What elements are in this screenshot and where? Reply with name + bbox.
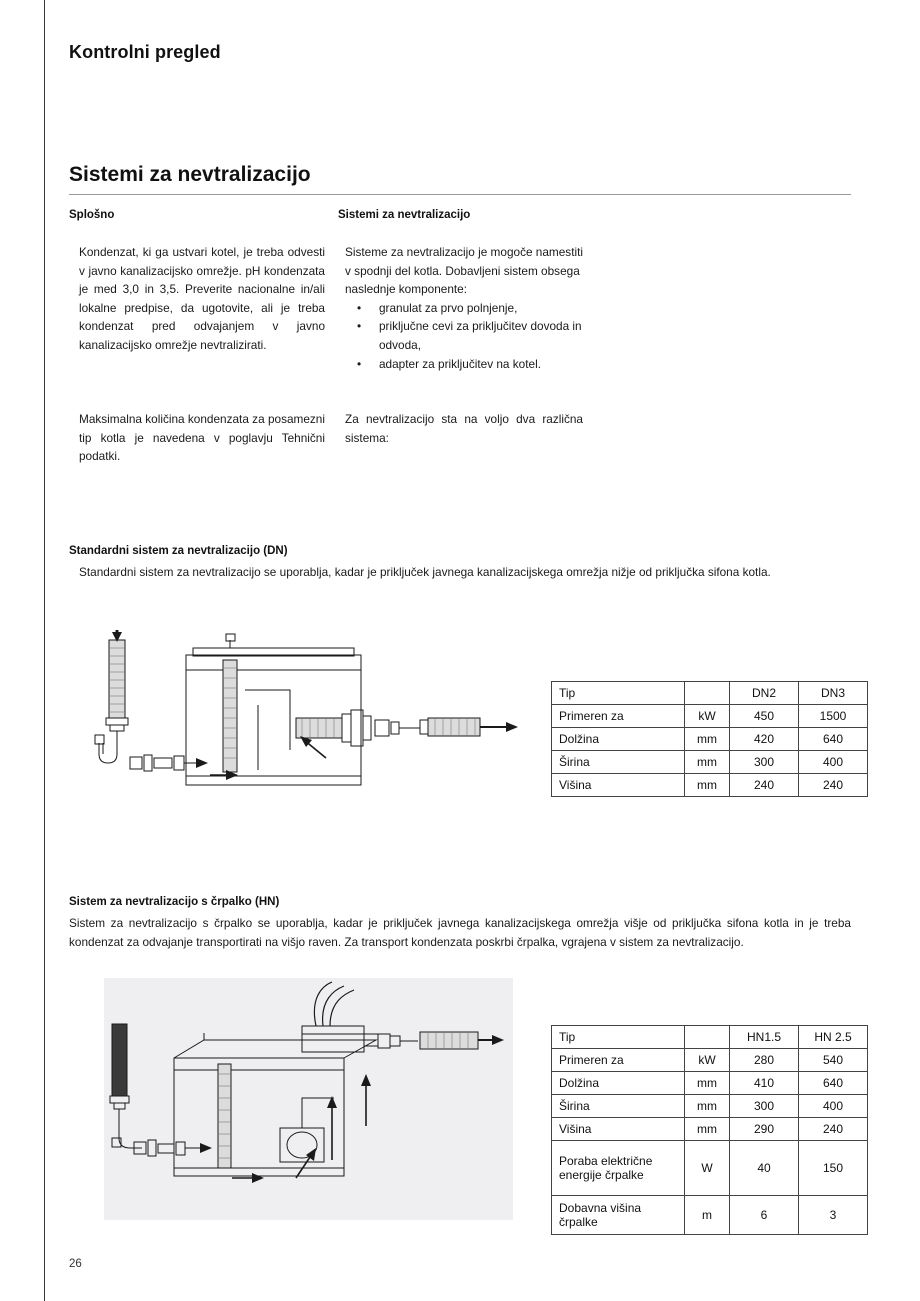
- sistemi-intro-text: Sisteme za nevtralizacijo je mogoče namestiti v spodnji del kotla. Dobavljeni sistem obsega naslednje komponente:: [345, 245, 584, 297]
- cell-unit: [685, 682, 730, 705]
- dn-spec-table: [551, 681, 868, 797]
- cell-unit: W: [685, 1141, 730, 1196]
- cell-label: Dobavna višina črpalke: [552, 1196, 685, 1235]
- cell-label: Poraba električne energije črpalke: [552, 1141, 685, 1196]
- list-item: • granulat za prvo polnjenje,: [345, 299, 583, 318]
- cell-label: Višina: [552, 774, 685, 797]
- cell-unit: mm: [685, 1072, 730, 1095]
- cell-value-2: 1500: [799, 705, 868, 728]
- table-row: [552, 1196, 868, 1235]
- cell-unit: mm: [685, 1095, 730, 1118]
- table-row: [552, 682, 868, 705]
- cell-value-2: DN3: [799, 682, 868, 705]
- table-row: [552, 1049, 868, 1072]
- cell-value-2: 640: [799, 1072, 868, 1095]
- table-row: [552, 705, 868, 728]
- cell-label: Višina: [552, 1118, 685, 1141]
- hn-system-diagram: [104, 978, 524, 1218]
- dn-system-diagram: [90, 630, 530, 830]
- cell-unit: mm: [685, 751, 730, 774]
- section-heading-dn: Standardni sistem za nevtralizacijo (DN): [69, 545, 288, 557]
- cell-value-1: 410: [730, 1072, 799, 1095]
- cell-unit: mm: [685, 774, 730, 797]
- cell-unit: kW: [685, 1049, 730, 1072]
- table-row: [552, 1141, 868, 1196]
- cell-unit: m: [685, 1196, 730, 1235]
- cell-value-1: 40: [730, 1141, 799, 1196]
- cell-value-2: 150: [799, 1141, 868, 1196]
- section-heading-hn: Sistem za nevtralizacijo s črpalko (HN): [69, 896, 280, 908]
- cell-value-1: 450: [730, 705, 799, 728]
- cell-value-2: 640: [799, 728, 868, 751]
- cell-value-1: 280: [730, 1049, 799, 1072]
- cell-label: Tip: [552, 682, 685, 705]
- cell-value-1: 300: [730, 1095, 799, 1118]
- sistemi-component-list: [345, 299, 583, 373]
- cell-value-2: HN 2.5: [799, 1026, 868, 1049]
- cell-value-1: 240: [730, 774, 799, 797]
- table-row: [552, 1072, 868, 1095]
- list-item: • adapter za priključitev na kotel.: [345, 355, 583, 374]
- cell-label: Tip: [552, 1026, 685, 1049]
- cell-value-2: 240: [799, 1118, 868, 1141]
- cell-label: Primeren za: [552, 705, 685, 728]
- section-body-dn: Standardni sistem za nevtralizacijo se uporablja, kadar je priključek javnega kanalizacijskega omrežja nižje od priključka sifona kotla.: [79, 565, 771, 579]
- cell-unit: kW: [685, 705, 730, 728]
- cell-value-1: DN2: [730, 682, 799, 705]
- cell-value-2: 540: [799, 1049, 868, 1072]
- cell-value-1: HN1.5: [730, 1026, 799, 1049]
- section-body-hn: Sistem za nevtralizacijo s črpalko se uporablja, kadar je priključek javnega kanalizacijskega omrežja višje od priključka sifona kotla in je treba kondenzat za odvajanje transportirati na višjo raven. Za transport kondenzata poskrbi črpalka, vgrajena v sistem za nevtralizacijo.: [69, 916, 851, 949]
- cell-value-2: 240: [799, 774, 868, 797]
- table-row: [552, 751, 868, 774]
- splosno-paragraph-2: Maksimalna količina kondenzata za posamezni tip kotla je navedena v poglavju Tehnični podatki.: [79, 412, 325, 464]
- page-left-rule: [44, 0, 45, 1301]
- cell-unit: mm: [685, 728, 730, 751]
- cell-value-1: 420: [730, 728, 799, 751]
- table-row: [552, 774, 868, 797]
- cell-label: Širina: [552, 751, 685, 774]
- cell-value-2: 3: [799, 1196, 868, 1235]
- cell-unit: [685, 1026, 730, 1049]
- page-number: 26: [69, 1258, 82, 1270]
- table-row: [552, 1095, 868, 1118]
- table-row: [552, 1026, 868, 1049]
- cell-value-1: 290: [730, 1118, 799, 1141]
- cell-label: Primeren za: [552, 1049, 685, 1072]
- page-title: Sistemi za nevtralizacijo: [69, 163, 311, 186]
- table-row: [552, 728, 868, 751]
- cell-label: Dolžina: [552, 728, 685, 751]
- title-divider: [69, 194, 851, 195]
- cell-value-2: 400: [799, 751, 868, 774]
- cell-unit: mm: [685, 1118, 730, 1141]
- splosno-paragraph-1: Kondenzat, ki ga ustvari kotel, je treba odvesti v javno kanalizacijsko omrežje. pH kondenzata je med 3,0 in 3,5. Preverite nacionalne in/ali lokalne predpise, da ugotovite, ali je treba kondenzat pred odvajanjem v javno kanalizacijsko omrežje nevtralizirati.: [79, 245, 325, 352]
- cell-label: Dolžina: [552, 1072, 685, 1095]
- table-row: [552, 1118, 868, 1141]
- section-heading-splosno: Splošno: [69, 209, 115, 221]
- cell-value-1: 300: [730, 751, 799, 774]
- cell-label: Širina: [552, 1095, 685, 1118]
- page-header-title: Kontrolni pregled: [69, 42, 221, 62]
- cell-value-2: 400: [799, 1095, 868, 1118]
- hn-spec-table: [551, 1025, 868, 1235]
- section-heading-sistemi: Sistemi za nevtralizacijo: [338, 209, 471, 221]
- cell-value-1: 6: [730, 1196, 799, 1235]
- sistemi-paragraph-2: Za nevtralizacijo sta na voljo dva različna sistema:: [345, 412, 583, 445]
- list-item: • priključne cevi za priključitev dovoda in odvoda,: [345, 317, 583, 354]
- sistemi-paragraph-1: [345, 243, 583, 373]
